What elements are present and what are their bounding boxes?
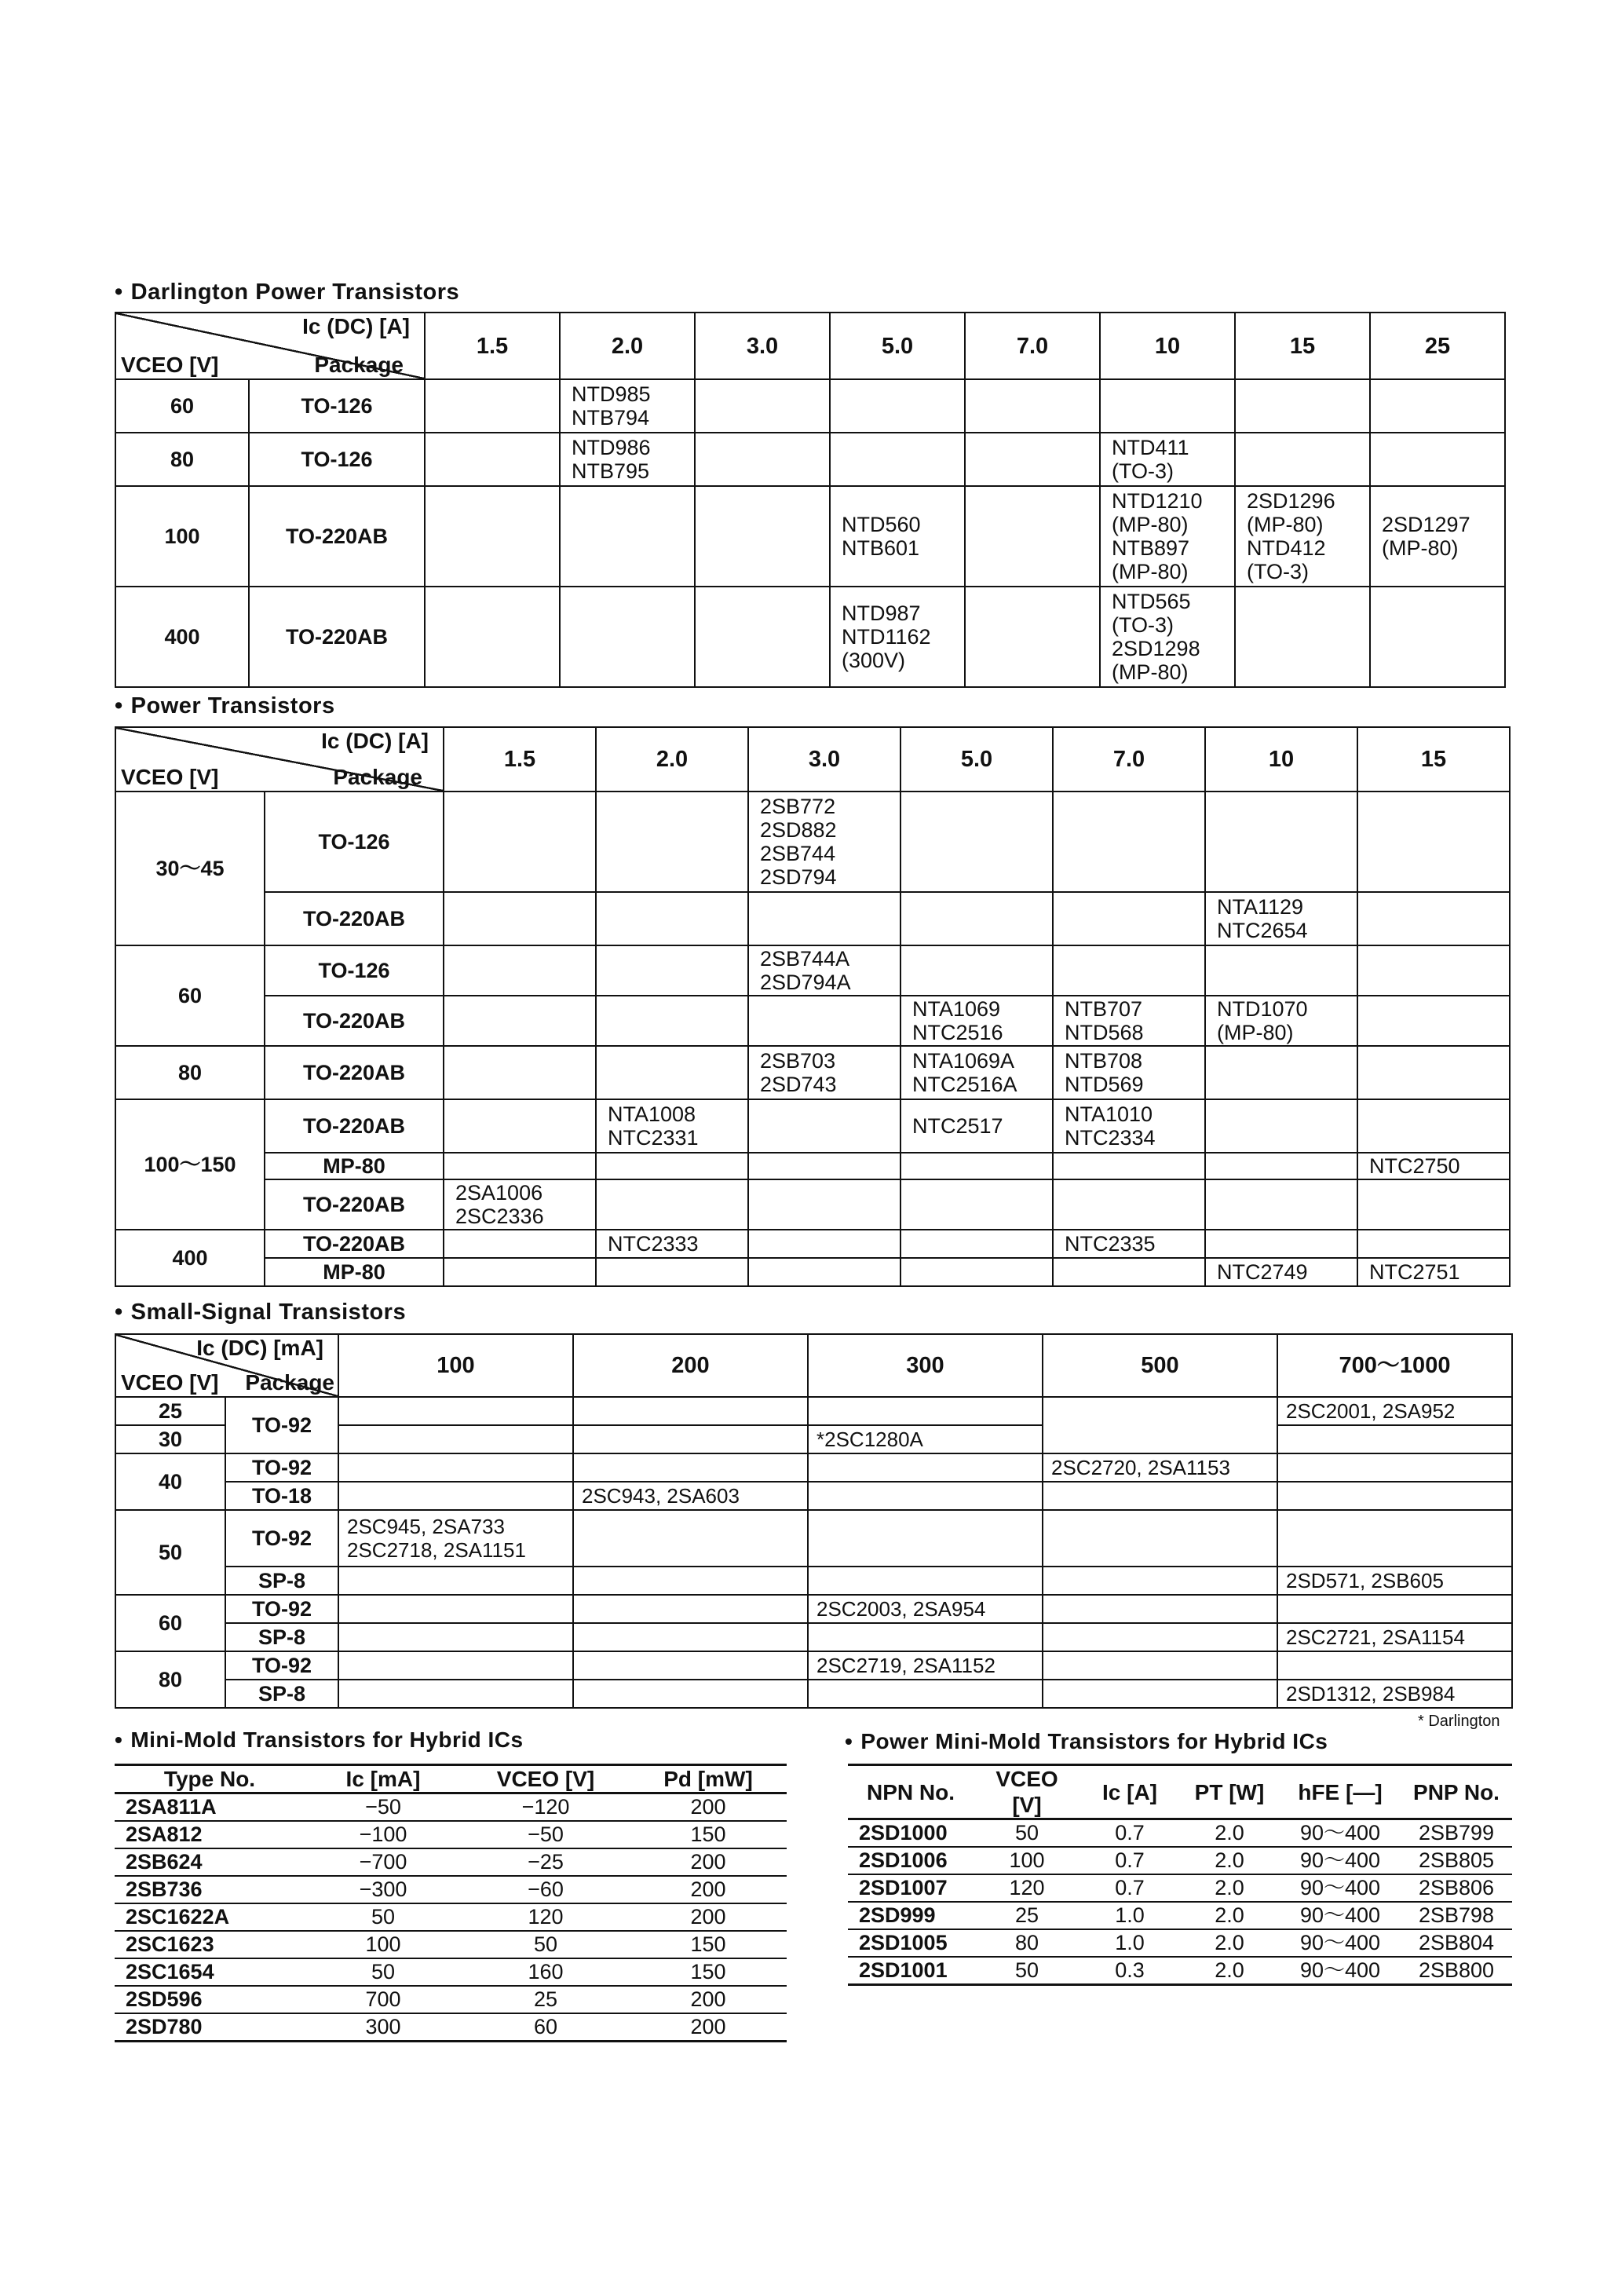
part-cell: 2SD1312, 2SB984 [1277,1680,1512,1708]
column-header: 100 [338,1334,573,1397]
column-header: 7.0 [965,313,1100,379]
value-cell: 50 [462,1931,630,1958]
column-header: 1.5 [425,313,560,379]
vceo-cell: 100 [115,486,249,587]
part-cell: NTC2335 [1053,1230,1205,1258]
value-cell: 2SB800 [1401,1957,1512,1985]
part-cell: NTC2749 [1205,1258,1357,1286]
column-header: 25 [1370,313,1505,379]
darlington-table [115,312,1506,688]
package-cell: TO-92 [225,1510,338,1567]
column-header: 15 [1235,313,1370,379]
value-cell: −60 [462,1876,630,1903]
table-row [848,1902,1512,1929]
type-no-cell: 2SD596 [115,1986,305,2013]
value-cell: 50 [974,1957,1080,1985]
vceo-label: VCEO [V] [121,353,219,377]
column-header: PNP No. [1401,1765,1512,1819]
type-no-cell: 2SA812 [115,1821,305,1848]
column-header: VCEO [V] [462,1765,630,1793]
value-cell: 2.0 [1179,1819,1280,1848]
type-no-cell: 2SD780 [115,2013,305,2042]
package-cell: TO-126 [249,433,425,486]
value-cell: 90～400 [1280,1847,1401,1874]
part-cell: 2SD571, 2SB605 [1277,1567,1512,1595]
type-no-cell: 2SA811A [115,1793,305,1822]
darlington-header-diagonal [115,313,425,379]
vceo-label: VCEO [V] [121,765,219,789]
type-no-cell: 2SD1007 [848,1874,974,1902]
table-row [115,1986,787,2013]
package-label: Package [333,765,422,789]
value-cell: 0.7 [1080,1874,1179,1902]
part-cell: 2SD1296 (MP-80) NTD412 (TO-3) [1235,486,1370,587]
value-cell: 2SB805 [1401,1847,1512,1874]
value-cell: 0.7 [1080,1847,1179,1874]
table-row [115,1848,787,1876]
value-cell: 150 [630,1821,787,1848]
value-cell: 90～400 [1280,1957,1401,1985]
package-cell: TO-92 [225,1651,338,1680]
ic-label: Ic (DC) [mA] [196,1336,323,1360]
type-no-cell: 2SD1001 [848,1957,974,1985]
vceo-cell: 80 [115,433,249,486]
value-cell: 0.3 [1080,1957,1179,1985]
ic-label: Ic (DC) [A] [321,729,429,753]
part-cell: NTD1070 (MP-80) [1205,996,1357,1046]
part-cell: NTD987 NTD1162 (300V) [830,587,965,687]
value-cell: 200 [630,1876,787,1903]
part-cell: NTC2751 [1357,1258,1510,1286]
table-row [115,1931,787,1958]
value-cell: 200 [630,1848,787,1876]
part-cell: NTA1069A NTC2516A [901,1046,1053,1099]
part-cell: 2SC2721, 2SA1154 [1277,1623,1512,1651]
part-cell: 2SC2003, 2SA954 [808,1595,1043,1623]
column-header: 2.0 [596,727,748,792]
type-no-cell: 2SD1005 [848,1929,974,1957]
package-cell: TO-220AB [249,486,425,587]
column-header: 5.0 [901,727,1053,792]
value-cell: 200 [630,1903,787,1931]
vceo-cell: 30 [115,1425,225,1453]
type-no-cell: 2SC1623 [115,1931,305,1958]
value-cell: 200 [630,1793,787,1822]
column-header: Pd [mW] [630,1765,787,1793]
value-cell: 90～400 [1280,1902,1401,1929]
part-cell: NTC2517 [901,1099,1053,1153]
value-cell: 100 [974,1847,1080,1874]
value-cell: 300 [305,2013,462,2042]
part-cell: NTA1069 NTC2516 [901,996,1053,1046]
darlington-section-title: • Darlington Power Transistors [115,280,460,305]
table-row [848,1847,1512,1874]
value-cell: 200 [630,2013,787,2042]
vceo-cell: 400 [115,587,249,687]
package-cell: SP-8 [225,1567,338,1595]
value-cell: 90～400 [1280,1929,1401,1957]
column-header: Ic [A] [1080,1765,1179,1819]
part-cell: NTD985 NTB794 [560,379,695,433]
table-row [115,945,1510,996]
part-cell: 2SC2001, 2SA952 [1277,1397,1512,1425]
value-cell: −25 [462,1848,630,1876]
package-cell: TO-220AB [265,996,444,1046]
column-header: NPN No. [848,1765,974,1819]
part-cell: *2SC1280A [808,1425,1043,1453]
column-header: PT [W] [1179,1765,1280,1819]
column-header: 3.0 [695,313,830,379]
vceo-cell: 60 [115,1595,225,1651]
part-cell: NTA1010 NTC2334 [1053,1099,1205,1153]
value-cell: 0.7 [1080,1819,1179,1848]
part-cell: 2SC2719, 2SA1152 [808,1651,1043,1680]
power-header-diagonal [115,727,444,792]
column-header: 10 [1100,313,1235,379]
package-cell: TO-220AB [265,1099,444,1153]
part-cell: NTD560 NTB601 [830,486,965,587]
package-cell: TO-220AB [265,1230,444,1258]
part-cell: NTD1210 (MP-80) NTB897 (MP-80) [1100,486,1235,587]
value-cell: 25 [462,1986,630,2013]
table-row [115,433,1505,486]
column-header: 1.5 [444,727,596,792]
table-row [115,1876,787,1903]
table-row [115,486,1505,587]
table-row [115,1046,1510,1099]
type-no-cell: 2SB624 [115,1848,305,1876]
vceo-cell: 50 [115,1510,225,1595]
vceo-cell: 400 [115,1230,265,1286]
part-cell: NTB708 NTD569 [1053,1046,1205,1099]
package-cell: TO-126 [249,379,425,433]
package-cell: SP-8 [225,1623,338,1651]
vceo-cell: 60 [115,945,265,1046]
column-header: 7.0 [1053,727,1205,792]
value-cell: 90～400 [1280,1819,1401,1848]
value-cell: 2.0 [1179,1929,1280,1957]
value-cell: 2SB799 [1401,1819,1512,1848]
package-cell: TO-126 [265,792,444,892]
power-section-title: • Power Transistors [115,693,335,718]
value-cell: 2SB806 [1401,1874,1512,1902]
value-cell: 160 [462,1958,630,1986]
table-row [115,1821,787,1848]
package-cell: TO-92 [225,1595,338,1623]
value-cell: −50 [462,1821,630,1848]
table-row [115,792,1510,892]
value-cell: 120 [974,1874,1080,1902]
powermini-section-title: • Power Mini-Mold Transistors for Hybrid ICs [845,1729,1328,1753]
column-header: 5.0 [830,313,965,379]
value-cell: 2.0 [1179,1847,1280,1874]
power-table [115,726,1511,1287]
vceo-cell: 40 [115,1453,225,1510]
column-header: 700～1000 [1277,1334,1512,1397]
table-row [115,587,1505,687]
part-cell: 2SB772 2SD882 2SB744 2SD794 [748,792,901,892]
value-cell: 60 [462,2013,630,2042]
table-row [115,996,1510,1046]
part-cell: 2SC945, 2SA733 2SC2718, 2SA1151 [338,1510,573,1567]
table-row [848,1957,1512,1985]
value-cell: 2.0 [1179,1902,1280,1929]
package-cell: MP-80 [265,1153,444,1179]
vceo-cell: 30～45 [115,792,265,945]
table-row [115,1258,1510,1286]
vceo-cell: 100～150 [115,1099,265,1230]
small-signal-table [115,1333,1513,1709]
type-no-cell: 2SC1654 [115,1958,305,1986]
package-cell: MP-80 [265,1258,444,1286]
value-cell: 2.0 [1179,1874,1280,1902]
value-cell: 90～400 [1280,1874,1401,1902]
value-cell: 120 [462,1903,630,1931]
type-no-cell: 2SB736 [115,1876,305,1903]
table-row [115,1179,1510,1230]
vceo-cell: 25 [115,1397,225,1425]
table-row [115,2013,787,2042]
vceo-cell: 80 [115,1046,265,1099]
table-row [115,1153,1510,1179]
package-label: Package [314,353,404,377]
value-cell: 1.0 [1080,1929,1179,1957]
value-cell: 25 [974,1902,1080,1929]
column-header: hFE [—] [1280,1765,1401,1819]
minimold-section-title: • Mini-Mold Transistors for Hybrid ICs [115,1727,524,1752]
column-header: 200 [573,1334,808,1397]
package-cell: TO-92 [225,1397,338,1453]
value-cell: 200 [630,1986,787,2013]
column-header: Ic [mA] [305,1765,462,1793]
part-cell: 2SC2720, 2SA1153 [1043,1453,1277,1482]
package-cell: TO-92 [225,1453,338,1482]
table-row [115,1793,787,1822]
part-cell: NTD986 NTB795 [560,433,695,486]
table-row [115,1099,1510,1153]
table-row [115,379,1505,433]
value-cell: 150 [630,1931,787,1958]
column-header: 500 [1043,1334,1277,1397]
value-cell: −120 [462,1793,630,1822]
value-cell: 100 [305,1931,462,1958]
package-cell: TO-220AB [265,1046,444,1099]
part-cell: 2SB744A 2SD794A [748,945,901,996]
column-header: 2.0 [560,313,695,379]
value-cell: 50 [974,1819,1080,1848]
value-cell: 2SB804 [1401,1929,1512,1957]
value-cell: −100 [305,1821,462,1848]
table-row [115,1903,787,1931]
column-header: VCEO [V] [974,1765,1080,1819]
power-minimold-table [848,1764,1512,1986]
part-cell: NTA1129 NTC2654 [1205,892,1357,945]
part-cell: NTC2750 [1357,1153,1510,1179]
package-cell: TO-126 [265,945,444,996]
part-cell: NTA1008 NTC2331 [596,1099,748,1153]
ic-label: Ic (DC) [A] [302,314,410,338]
type-no-cell: 2SD1006 [848,1847,974,1874]
package-cell: TO-220AB [249,587,425,687]
package-label: Package [245,1370,334,1395]
table-row [115,1958,787,1986]
small-section-title: • Small-Signal Transistors [115,1300,407,1325]
column-header: 3.0 [748,727,901,792]
column-header: 300 [808,1334,1043,1397]
part-cell: 2SB703 2SD743 [748,1046,901,1099]
package-cell: TO-220AB [265,1179,444,1230]
type-no-cell: 2SC1622A [115,1903,305,1931]
value-cell: 50 [305,1958,462,1986]
part-cell: NTD411 (TO-3) [1100,433,1235,486]
table-row [115,892,1510,945]
value-cell: 2.0 [1179,1957,1280,1985]
part-cell: 2SC943, 2SA603 [573,1482,808,1510]
table-row [848,1929,1512,1957]
vceo-cell: 60 [115,379,249,433]
value-cell: −300 [305,1876,462,1903]
value-cell: 1.0 [1080,1902,1179,1929]
value-cell: 2SB798 [1401,1902,1512,1929]
table-row [848,1819,1512,1848]
minimold-table [115,1764,787,2042]
part-cell: 2SD1297 (MP-80) [1370,486,1505,587]
part-cell: NTD565 (TO-3) 2SD1298 (MP-80) [1100,587,1235,687]
value-cell: 80 [974,1929,1080,1957]
type-no-cell: 2SD999 [848,1902,974,1929]
value-cell: 50 [305,1903,462,1931]
column-header: 10 [1205,727,1357,792]
vceo-label: VCEO [V] [121,1370,219,1395]
column-header: Type No. [115,1765,305,1793]
package-cell: TO-220AB [265,892,444,945]
part-cell: 2SA1006 2SC2336 [444,1179,596,1230]
package-cell: TO-18 [225,1482,338,1510]
value-cell: −50 [305,1793,462,1822]
value-cell: −700 [305,1848,462,1876]
value-cell: 700 [305,1986,462,2013]
table-row [115,1230,1510,1258]
type-no-cell: 2SD1000 [848,1819,974,1848]
package-cell: SP-8 [225,1680,338,1708]
vceo-cell: 80 [115,1651,225,1708]
table-row [848,1874,1512,1902]
part-cell: NTC2333 [596,1230,748,1258]
small-header-diagonal [115,1334,338,1397]
value-cell: 150 [630,1958,787,1986]
part-cell: NTB707 NTD568 [1053,996,1205,1046]
darlington-footnote: * Darlington [1418,1713,1500,1730]
column-header: 15 [1357,727,1510,792]
